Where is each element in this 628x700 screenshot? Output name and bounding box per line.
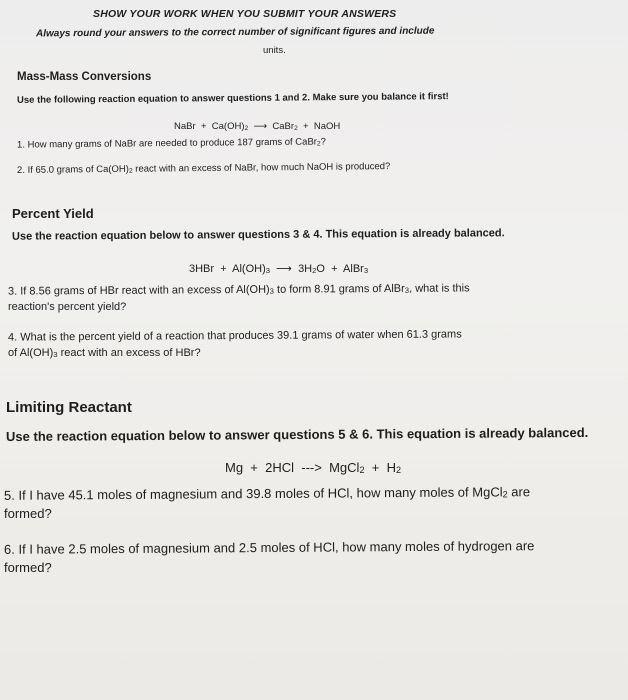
question-5-line-1: 5. If I have 45.1 moles of magnesium and 39.8 moles of HCl, how many moles of MgCl$_2$ are (3, 484, 531, 503)
section-title-limiting-reactant: Limiting Reactant (6, 399, 132, 416)
section-title-mass-mass: Mass-Mass Conversions (17, 71, 152, 83)
equation-percent-yield: $3HBr + Al(OH)_3$ ⟶ $3H_2O$ + AlBr$_3$ (189, 263, 369, 275)
equation-mass-mass: NaBr + $Ca(OH)_2$ ⟶ CaBr$_2$ + NaOH (174, 121, 341, 132)
question-4-line-1: 4. What is the percent yield of a reaction that produces 39.1 grams of water when 61.3 grams (7, 328, 462, 344)
limiting-reactant-instruction: Use the reaction equation below to answer questions 5 & 6. This equation is already balanced. (5, 424, 589, 445)
question-5-line-2: formed? (4, 506, 52, 521)
question-3-line-2: reaction's percent yield? (8, 301, 127, 313)
question-6-line-1: 6. If I have 2.5 moles of magnesium and 2.5 moles of HCl, how many moles of hydrogen are (3, 538, 535, 557)
question-3-line-1: 3. If 8.56 grams of HBr react with an excess of $Al(OH)_3$ to form 8.91 grams of AlBr$_3$, what is this (7, 282, 470, 298)
equation-limiting-reactant: Mg + 2HCl ---> MgCl$_2$ + $H_2$ (225, 460, 402, 475)
header-instruction: SHOW YOUR WORK WHEN YOU SUBMIT YOUR ANSWERS (93, 8, 397, 20)
mass-mass-instruction: Use the following reaction equation to answer questions 1 and 2. Make sure you balance it first! (16, 91, 449, 106)
header-rounding-note: Always round your answers to the correct number of significant figures and include (35, 25, 435, 40)
question-1: 1. How many grams of NaBr are needed to produce 187 grams of CaBr$_2$? (16, 136, 326, 151)
section-title-percent-yield: Percent Yield (12, 206, 94, 221)
question-4-line-2: of $Al(OH)_3$ react with an excess of HBr? (8, 347, 201, 359)
header-units-note: units. (263, 45, 286, 56)
question-2: 2. If 65.0 grams of $Ca(OH)_2$ react with an excess of NaBr, how much NaOH is produced? (16, 161, 391, 176)
question-6-line-2: formed? (4, 560, 52, 575)
percent-yield-instruction: Use the reaction equation below to answer questions 3 & 4. This equation is already balanced. (11, 227, 505, 243)
